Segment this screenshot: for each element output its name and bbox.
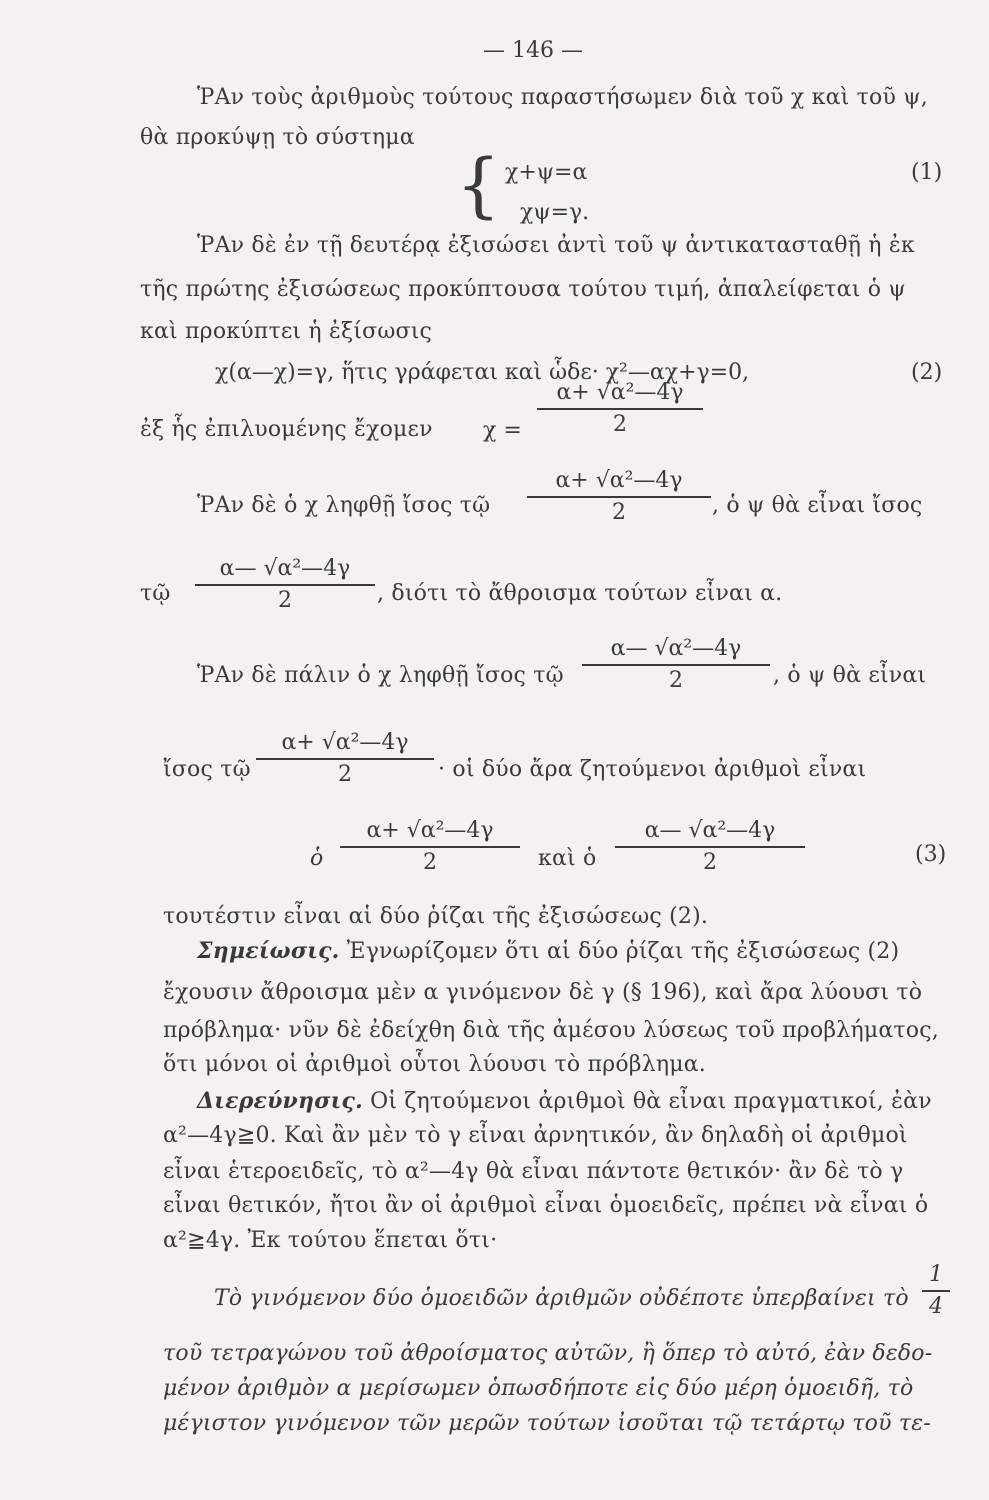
fraction-plus xyxy=(256,730,434,788)
denominator: 4 xyxy=(929,1294,943,1319)
theorem-line: Τὸ γινόμενον δύο ὁμοειδῶν ἀριθμῶν οὐδέποτε ὑπερβαίνει τὸ xyxy=(214,1286,909,1311)
text-line: α²—4γ≧0. Καὶ ἂν μὲν τὸ γ εἶναι ἀρνητικόν, ἂν δηλαδὴ οἱ ἀριθμοὶ xyxy=(163,1123,908,1148)
theorem-line: μένον ἀριθμὸν α μερίσωμεν ὁπωσδήποτε εἰς δύο μέρη ὁμοειδῆ, τὸ xyxy=(163,1376,914,1401)
text-line: α²≧4γ. Ἐκ τούτου ἕπεται ὅτι· xyxy=(163,1228,498,1253)
root-plus xyxy=(340,818,520,876)
denominator: 2 xyxy=(669,668,683,693)
text-line: , ὁ ψ θὰ εἶναι ἴσος xyxy=(712,493,923,518)
text-line: ῬΑν δὲ ἐν τῇ δευτέρᾳ ἐξισώσει ἀντὶ τοῦ ψ ἀντικατασταθῇ ἡ ἐκ xyxy=(197,233,915,258)
fraction-bar xyxy=(615,846,805,848)
text-line: ῬΑν δὲ πάλιν ὁ χ ληφθῇ ἴσος τῷ xyxy=(197,663,564,688)
fraction-plus xyxy=(537,380,703,438)
text-line: καὶ προκύπτει ἡ ἐξίσωσις xyxy=(140,319,433,344)
page-number: — 146 — xyxy=(483,38,583,63)
denominator: 2 xyxy=(278,588,292,613)
text-line: ἐξ ἧς ἐπιλυομένης ἔχομεν xyxy=(140,417,433,442)
text-line: ἔχουσιν ἄθροισμα μὲν α γινόμενον δὲ γ (§ 196), καὶ ἄρα λύουσι τὸ xyxy=(163,980,923,1005)
fraction-bar xyxy=(256,758,434,760)
denominator: 2 xyxy=(703,850,717,875)
equation-label-3: (3) xyxy=(915,842,947,867)
equation-label-2: (2) xyxy=(911,360,943,385)
text-line: εἶναι ἑτεροειδεῖς, τὸ α²—4γ θὰ εἶναι πάντοτε θετικόν· ἂν δὲ τὸ γ xyxy=(163,1159,904,1184)
text-line: , διότι τὸ ἄθροισμα τούτων εἶναι α. xyxy=(377,581,783,606)
discussion-text: Οἱ ζητούμενοι ἀριθμοὶ θὰ εἶναι πραγματικοί, ἐὰν xyxy=(362,1089,932,1114)
fraction-bar xyxy=(922,1290,950,1292)
text-line: καὶ ὁ xyxy=(538,846,597,871)
fraction-bar xyxy=(195,584,375,586)
fraction-plus xyxy=(527,468,711,526)
solution-lhs: χ = xyxy=(483,418,522,443)
fraction-bar xyxy=(527,496,711,498)
text-line: , ὁ ψ θὰ εἶναι xyxy=(773,663,927,688)
note-text: Ἐγνωρίζομεν ὅτι αἱ δύο ῥίζαι τῆς ἐξισώσεως (2) xyxy=(339,939,900,964)
text-line: τουτέστιν εἶναι αἱ δύο ῥίζαι τῆς ἐξισώσεως (2). xyxy=(163,904,709,929)
denominator: 2 xyxy=(612,500,626,525)
text-line: ἴσος τῷ xyxy=(163,757,251,782)
discussion-line xyxy=(197,1087,932,1116)
text-line: τῷ xyxy=(140,581,171,606)
text-line: ῬΑν τοὺς ἀριθμοὺς τούτους παραστήσωμεν διὰ τοῦ χ καὶ τοῦ ψ, xyxy=(197,85,928,110)
fraction-minus xyxy=(195,556,375,614)
text-line: ὁ xyxy=(310,846,324,871)
discussion-label: Διερεύνησις. xyxy=(197,1088,363,1114)
theorem-line: τοῦ τετραγώνου τοῦ ἀθροίσματος αὐτῶν, ἢ ὅπερ τὸ αὐτό, ἐὰν δεδο- xyxy=(163,1341,933,1366)
note-label: Σημείωσις. xyxy=(197,938,340,964)
fraction-minus xyxy=(582,636,770,694)
fraction-bar xyxy=(582,664,770,666)
numerator: 1 xyxy=(929,1262,943,1287)
numerator: α+ √α²—4γ xyxy=(281,730,409,755)
fraction-bar xyxy=(537,408,703,410)
system-brace: { xyxy=(456,144,501,226)
numerator: α+ √α²—4γ xyxy=(555,468,683,493)
system-equation-1: χ+ψ=α xyxy=(505,160,588,185)
denominator: 2 xyxy=(423,850,437,875)
denominator: 2 xyxy=(338,762,352,787)
fraction-bar xyxy=(340,846,520,848)
system-equation-2: χψ=γ. xyxy=(520,200,590,225)
note-line xyxy=(197,937,899,966)
text-line: τῆς πρώτης ἐξισώσεως προκύπτουσα τούτου τιμή, ἀπαλείφεται ὁ ψ xyxy=(140,277,906,302)
numerator: α— √α²—4γ xyxy=(219,556,351,581)
text-line: εἶναι θετικόν, ἤτοι ἂν οἱ ἀριθμοὶ εἶναι ὁμοειδεῖς, πρέπει νὰ εἶναι ὁ xyxy=(163,1193,929,1218)
numerator: α— √α²—4γ xyxy=(610,636,742,661)
numerator: α+ √α²—4γ xyxy=(366,818,494,843)
denominator: 2 xyxy=(613,412,627,437)
text-line: ῬΑν δὲ ὁ χ ληφθῇ ἴσος τῷ xyxy=(197,493,491,518)
equation-label-1: (1) xyxy=(911,160,943,185)
fraction-one-quarter xyxy=(922,1262,950,1320)
text-line: πρόβλημα· νῦν δὲ ἐδείχθη διὰ τῆς ἀμέσου λύσεως τοῦ προβλήματος, xyxy=(163,1018,939,1043)
text-line: · οἱ δύο ἄρα ζητούμενοι ἀριθμοὶ εἶναι xyxy=(438,757,867,782)
theorem-line: μέγιστον γινόμενον τῶν μερῶν τούτων ἰσοῦται τῷ τετάρτῳ τοῦ τε- xyxy=(163,1411,931,1436)
text-line: ὅτι μόνοι οἱ ἀριθμοὶ οὗτοι λύουσι τὸ πρόβλημα. xyxy=(163,1052,706,1077)
equation-2: χ(α—χ)=γ, ἥτις γράφεται καὶ ὧδε· χ²—αχ+γ=0, xyxy=(215,360,750,385)
numerator: α— √α²—4γ xyxy=(644,818,776,843)
numerator: α+ √α²—4γ xyxy=(556,380,684,405)
text-line: θὰ προκύψῃ τὸ σύστημα xyxy=(140,125,415,150)
root-minus xyxy=(615,818,805,876)
